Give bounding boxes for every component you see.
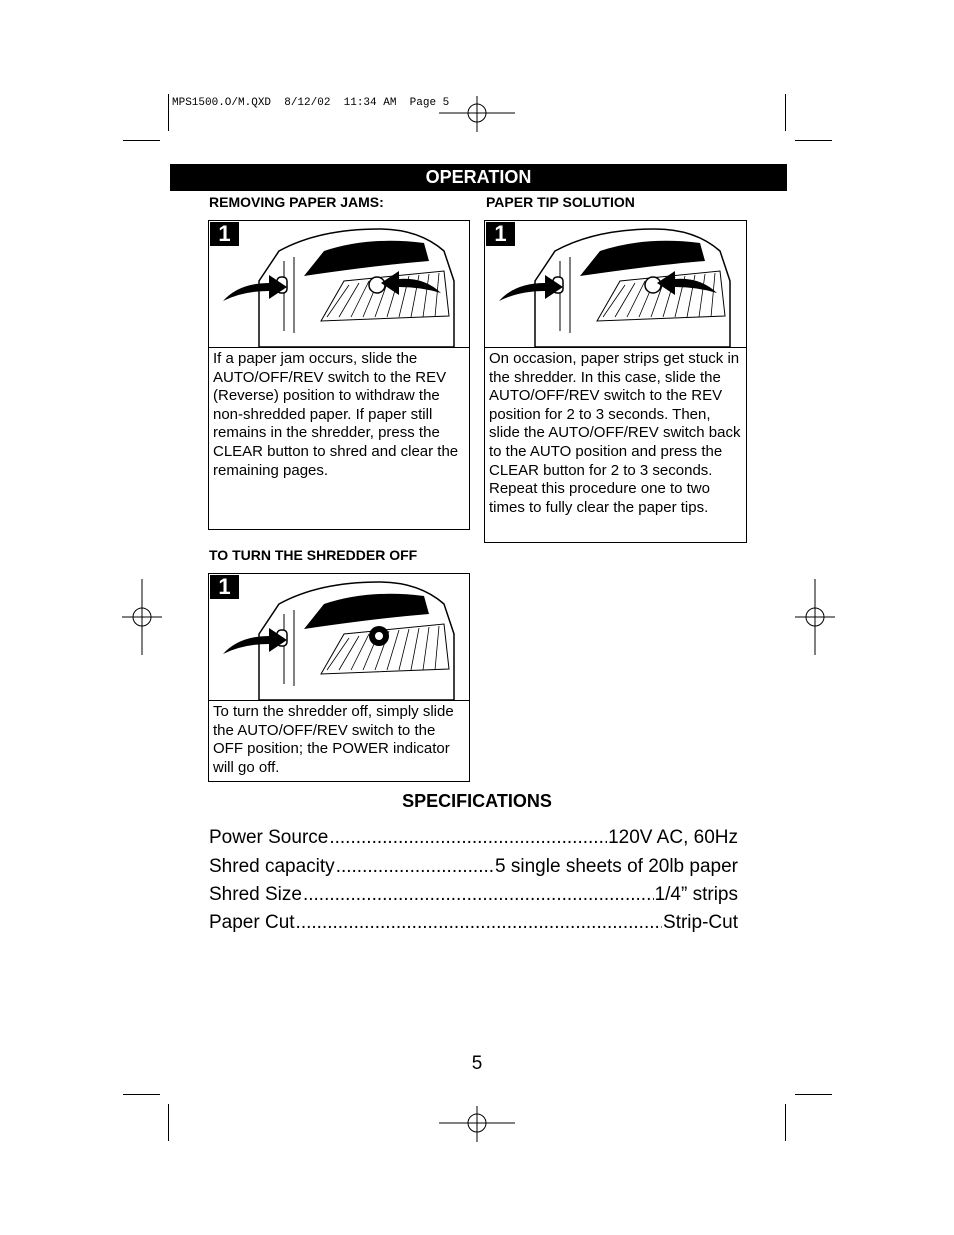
spec-row-shred-capacity (209, 856, 738, 878)
registration-mark-icon (795, 579, 835, 655)
dot-leader (336, 856, 494, 878)
crop-mark (123, 140, 160, 141)
registration-mark-icon (122, 579, 162, 655)
spec-label: Shred capacity (209, 856, 335, 877)
crop-mark (123, 1094, 160, 1095)
shredder-illustration (209, 574, 469, 701)
spec-value: Strip-Cut (663, 912, 738, 933)
registration-mark-icon (439, 1106, 515, 1142)
spec-value: 120V AC, 60Hz (608, 827, 738, 848)
shredder-off-icon (209, 574, 469, 700)
page-number: 5 (471, 1053, 483, 1074)
heading-removing-paper-jams: REMOVING PAPER JAMS: (209, 194, 384, 210)
crop-mark (168, 1104, 169, 1141)
shredder-clear-icon (485, 221, 746, 347)
heading-paper-tip-solution: PAPER TIP SOLUTION (486, 194, 635, 210)
crop-mark (795, 1094, 832, 1095)
spec-row-power-source (209, 827, 738, 849)
spec-label: Paper Cut (209, 912, 295, 933)
print-slug: MPS1500.O/M.QXD 8/12/02 11:34 AM Page 5 (172, 97, 450, 109)
specifications-title: SPECIFICATIONS (402, 791, 552, 811)
spec-value: 1/4” strips (654, 884, 738, 905)
spec-label: Power Source (209, 827, 329, 848)
shredder-illustration (209, 221, 469, 348)
instruction-text: On occasion, paper strips get stuck in the shredder. In this case, slide the AUTO/OFF/REV switch to the REV position for 2 to 3 seconds. Then, slide the AUTO/OFF/REV switch back to the AUTO position and press the CLEAR button for 2 to 3 seconds. Repeat this procedure one to two times to fully clear the paper tips. (489, 350, 741, 516)
dot-leader (296, 912, 662, 934)
shredder-illustration (485, 221, 746, 348)
spec-label: Shred Size (209, 884, 302, 905)
crop-mark (785, 1104, 786, 1141)
crop-mark (168, 94, 169, 131)
panel-paper-tip-solution (484, 220, 747, 543)
step-number-badge: 1 (210, 575, 239, 599)
registration-mark-icon (439, 96, 515, 132)
spec-row-paper-cut (209, 912, 738, 934)
dot-leader (329, 827, 607, 849)
step-number-badge: 1 (210, 222, 239, 246)
panel-removing-paper-jams (208, 220, 470, 530)
step-number-badge: 1 (486, 222, 515, 246)
spec-value: 5 single sheets of 20lb paper (495, 856, 738, 877)
crop-mark (785, 94, 786, 131)
instruction-text: If a paper jam occurs, slide the AUTO/OFF/REV switch to the REV (Reverse) position to withdraw the non-shredded paper. If paper still remains in the shredder, press the CLEAR button to shred and clear the remaining pages. (213, 350, 459, 479)
crop-mark (795, 140, 832, 141)
spec-row-shred-size (209, 884, 738, 906)
dot-leader (303, 884, 654, 906)
shredder-rev-icon (209, 221, 469, 347)
section-header: OPERATION (170, 164, 787, 191)
heading-turn-shredder-off: TO TURN THE SHREDDER OFF (209, 547, 418, 563)
panel-turn-shredder-off (208, 573, 470, 782)
instruction-text: To turn the shredder off, simply slide the AUTO/OFF/REV switch to the OFF position; the POWER indicator will go off. (213, 703, 454, 776)
